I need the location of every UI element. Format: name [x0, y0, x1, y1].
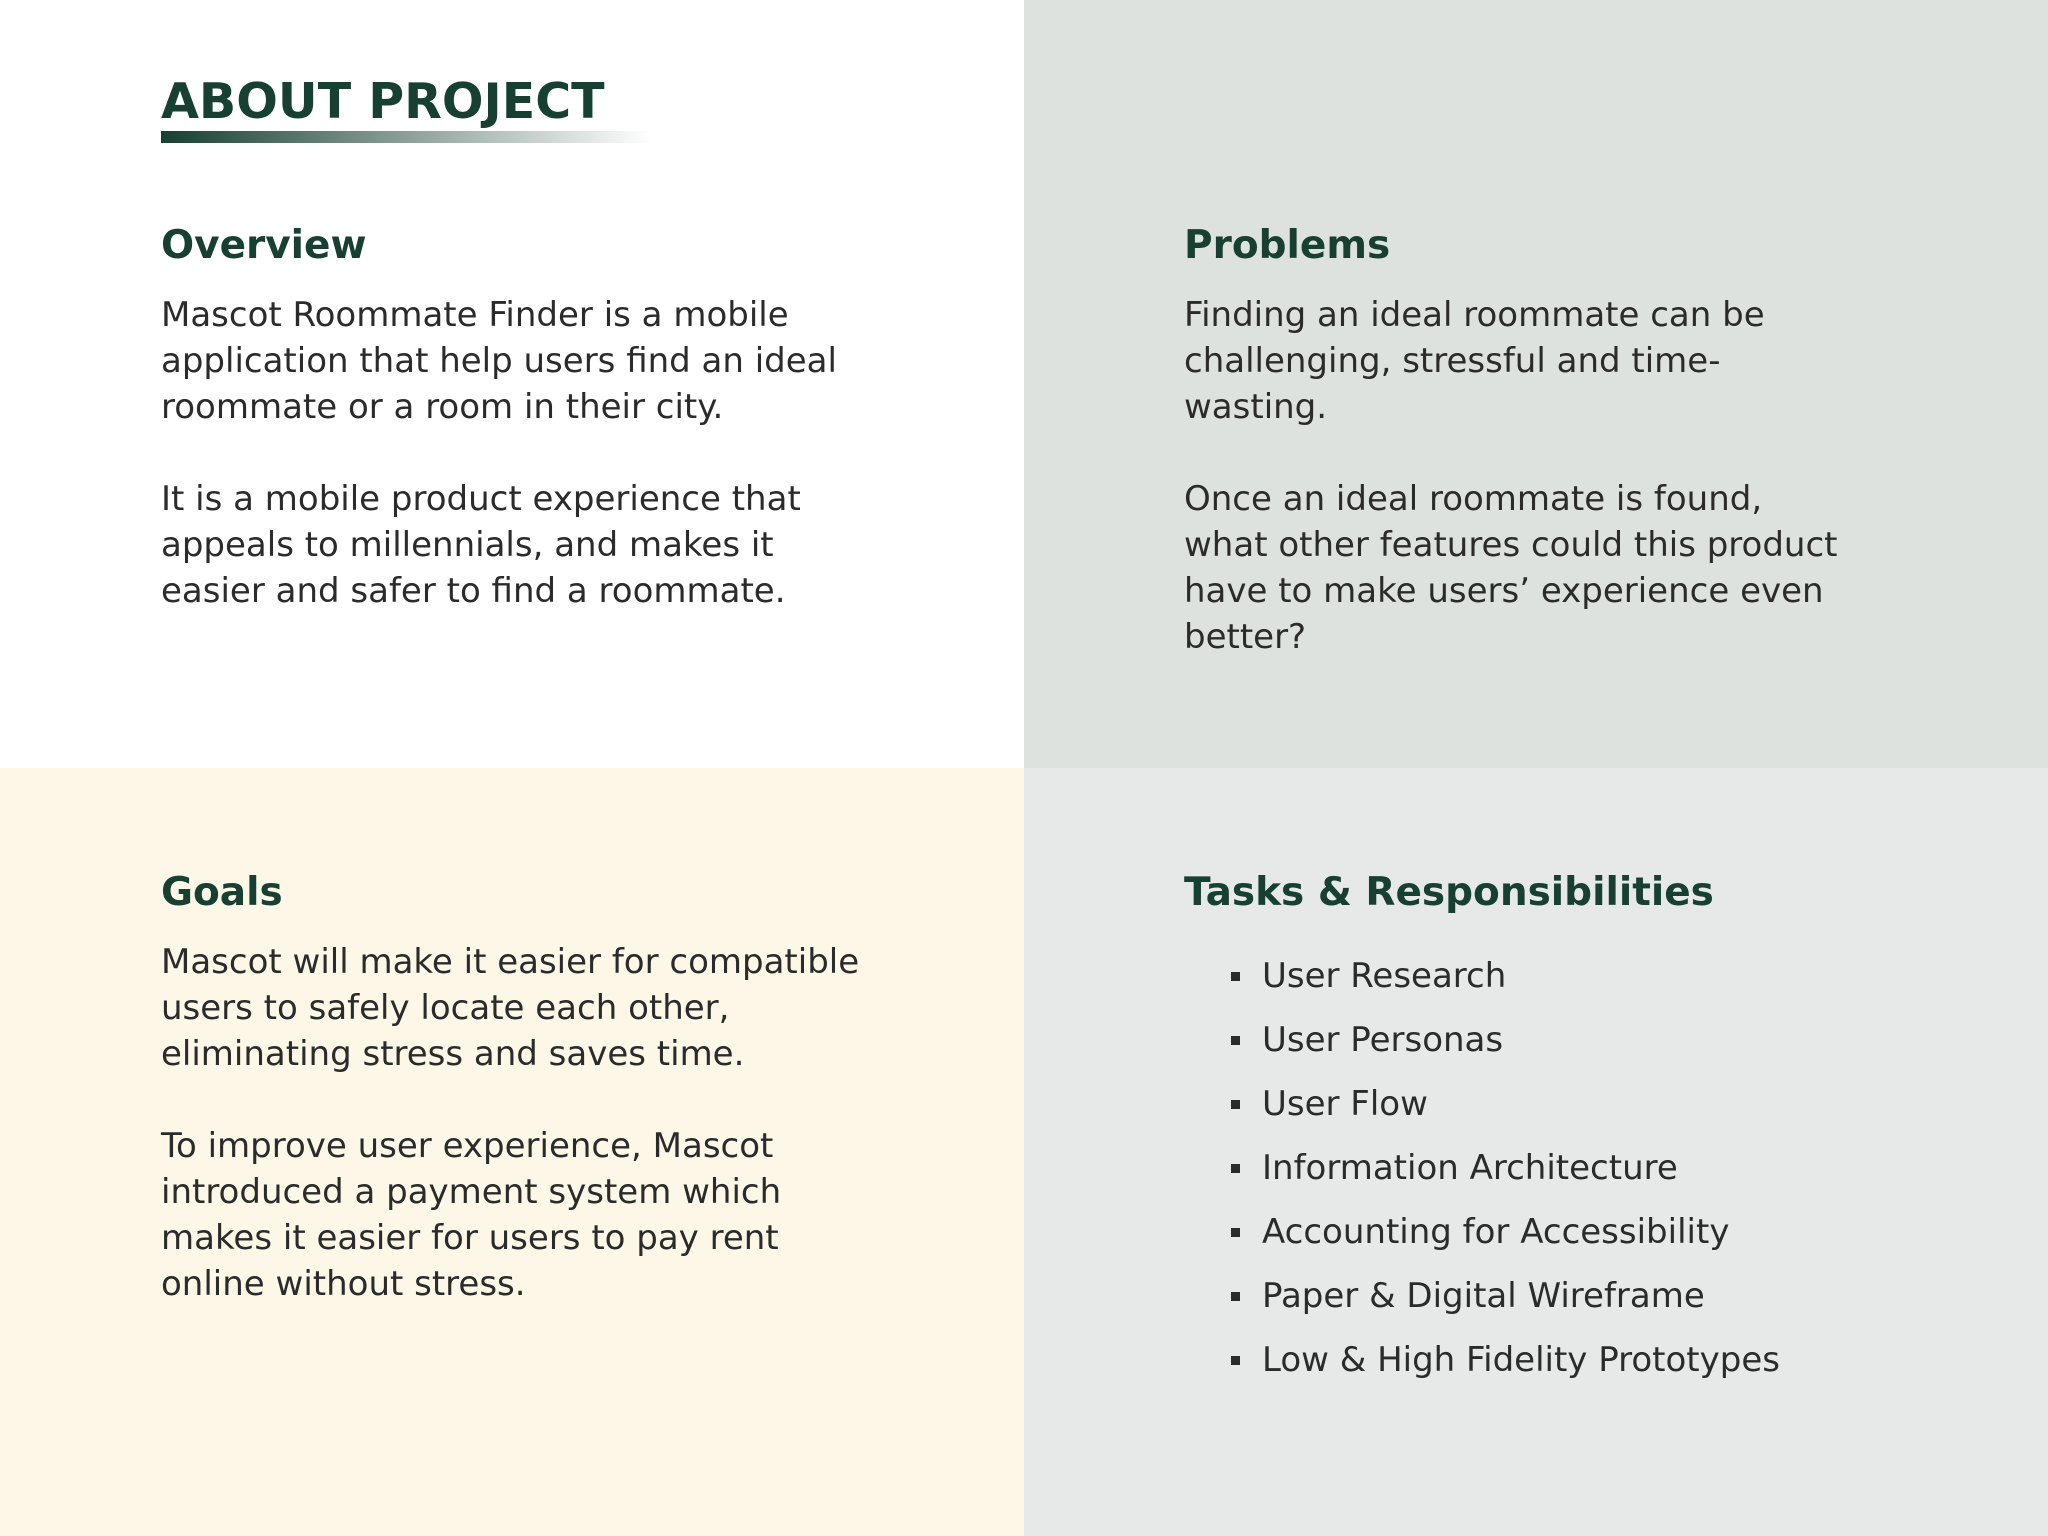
- square-bullet-icon: [1231, 972, 1240, 981]
- task-label: User Research: [1262, 956, 1507, 996]
- overview-paragraph: It is a mobile product experience that appeals to millennials, and makes it easier and safer to find a roommate.: [161, 479, 801, 611]
- square-bullet-icon: [1231, 1164, 1240, 1173]
- tasks-heading: Tasks & Responsibilities: [1184, 870, 1714, 915]
- square-bullet-icon: [1231, 1228, 1240, 1237]
- task-label: Accounting for Accessibility: [1262, 1212, 1730, 1252]
- square-bullet-icon: [1231, 1100, 1240, 1109]
- goals-section: [0, 768, 1024, 1536]
- square-bullet-icon: [1231, 1292, 1240, 1301]
- task-label: Paper & Digital Wireframe: [1262, 1276, 1705, 1316]
- problems-heading: Problems: [1184, 223, 1391, 268]
- overview-paragraph: Mascot Roommate Finder is a mobile application that help users find an ideal roommate or a room in their city.: [161, 295, 837, 427]
- title-underline: [161, 131, 651, 143]
- problems-paragraph: Finding an ideal roommate can be challenging, stressful and time-wasting.: [1184, 295, 1765, 427]
- task-label: Low & High Fidelity Prototypes: [1262, 1340, 1780, 1380]
- problems-paragraph: Once an ideal roommate is found, what other features could this product have to make users’ experience even better?: [1184, 479, 1838, 657]
- overview-heading: Overview: [161, 223, 367, 268]
- goals-body: [161, 939, 881, 1307]
- task-label: User Personas: [1262, 1020, 1504, 1060]
- square-bullet-icon: [1231, 1036, 1240, 1045]
- problems-section: [1024, 0, 2048, 768]
- task-label: User Flow: [1262, 1084, 1428, 1124]
- task-label: Information Architecture: [1262, 1148, 1678, 1188]
- goals-heading: Goals: [161, 870, 283, 915]
- overview-body: [161, 292, 881, 614]
- square-bullet-icon: [1231, 1356, 1240, 1365]
- tasks-section: [1024, 768, 2048, 1536]
- goals-paragraph: To improve user experience, Mascot introduced a payment system which makes it easier for users to pay rent online without stress.: [161, 1126, 782, 1304]
- page-title: ABOUT PROJECT: [161, 73, 605, 130]
- overview-section: [0, 0, 1024, 768]
- goals-paragraph: Mascot will make it easier for compatible users to safely locate each other, eliminating stress and saves time.: [161, 942, 860, 1074]
- problems-body: [1184, 292, 1844, 660]
